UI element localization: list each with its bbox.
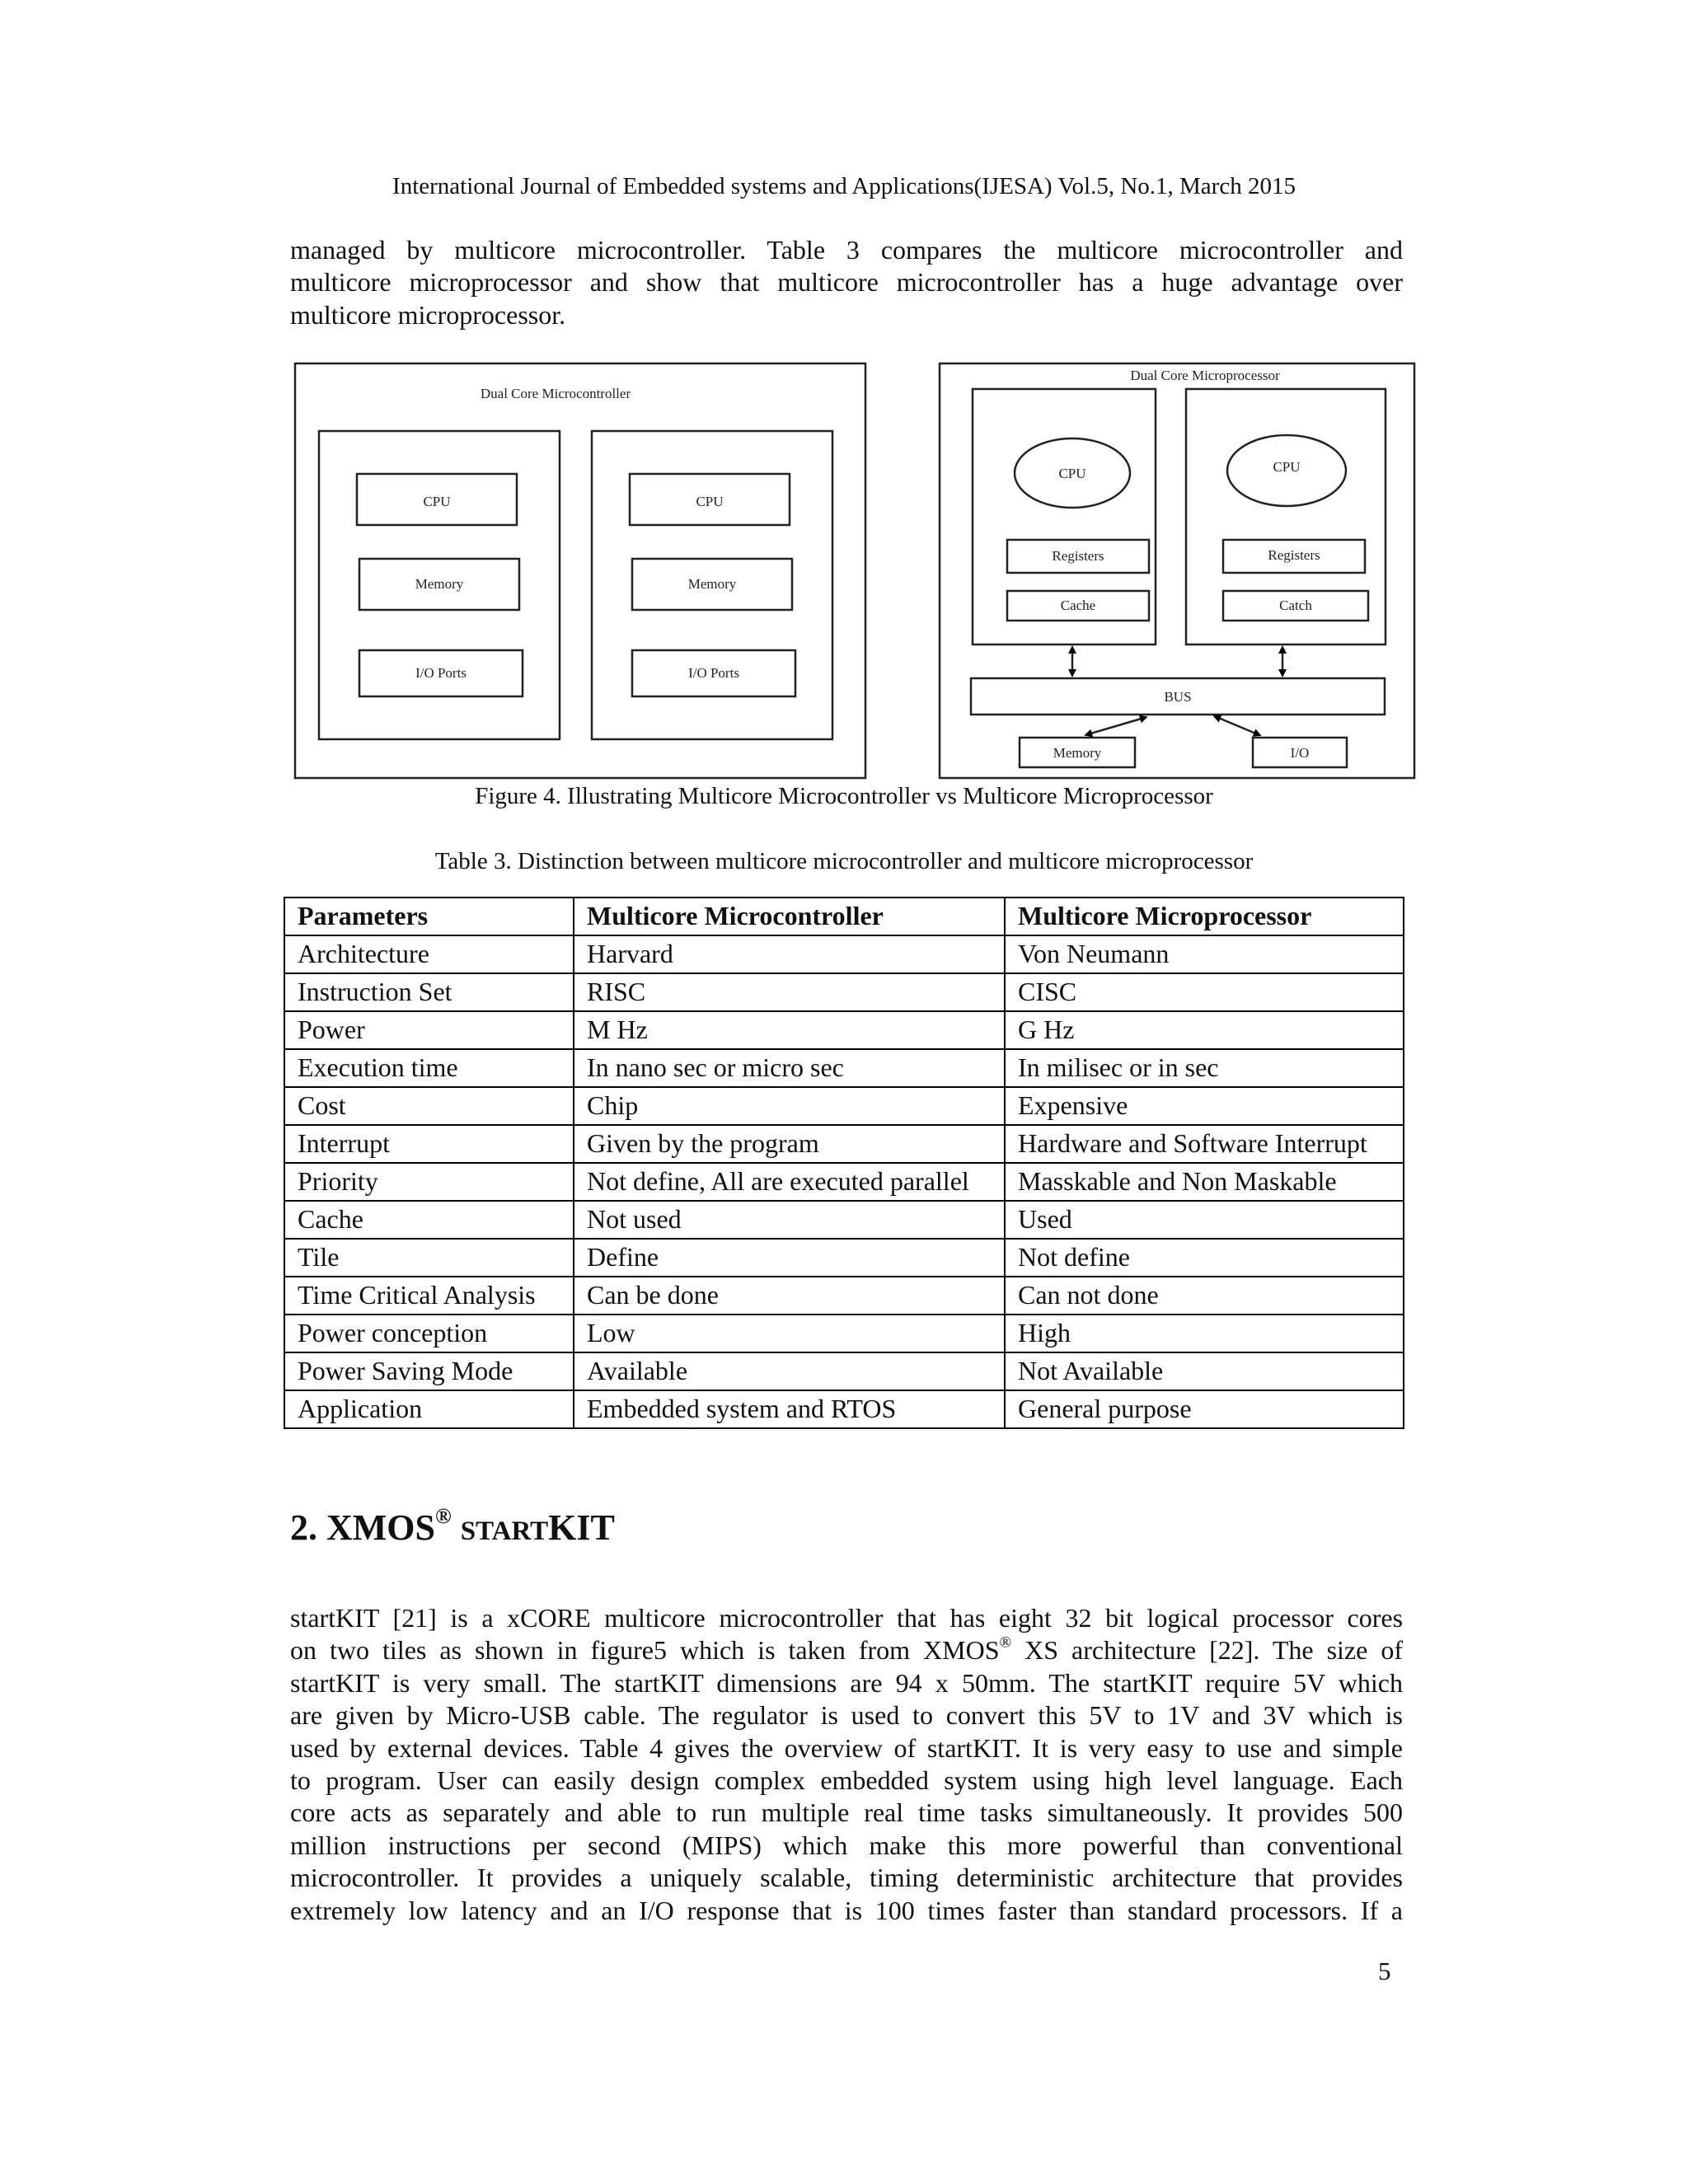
table-row — [284, 1239, 1404, 1277]
table-header-row — [284, 898, 1404, 935]
table-cell: Embedded system and RTOS — [574, 1390, 1005, 1428]
table-cell: Execution time — [284, 1049, 574, 1087]
table-cell: High — [1005, 1315, 1404, 1352]
table-cell: Application — [284, 1390, 574, 1428]
section-number: 2. — [290, 1507, 317, 1548]
body-line: startKIT [21] is a xCORE multicore microcontroller that has eight 32 bit logical processor cores — [290, 1603, 1403, 1633]
table-cell: Cache — [284, 1201, 574, 1239]
body-line: microcontroller. It provides a uniquely scalable, timing deterministic architecture that provides — [290, 1863, 1403, 1893]
bus-arrow — [1088, 718, 1144, 734]
diagram-label: I/O Ports — [415, 665, 467, 681]
table-row — [284, 1277, 1404, 1315]
table-cell: Chip — [574, 1087, 1005, 1125]
diagram-label: CPU — [696, 494, 724, 509]
body-line: used by external devices. Table 4 gives the overview of startKIT. It is very easy to use and simple — [290, 1732, 1403, 1763]
table-cell: RISC — [574, 973, 1005, 1011]
table-row — [284, 1087, 1404, 1125]
section-heading — [290, 1503, 615, 1549]
table-row — [284, 973, 1404, 1011]
table-cell: Available — [574, 1352, 1005, 1390]
diagram-label: Registers — [1052, 548, 1104, 564]
body-line: to program. User can easily design complex embedded system using high level language. Each — [290, 1765, 1403, 1796]
table-cell: Power conception — [284, 1315, 574, 1352]
table-cell: Cost — [284, 1087, 574, 1125]
table-cell: Not Available — [1005, 1352, 1404, 1390]
body-line: extremely low latency and an I/O response that is 100 times faster than standard processors. If a — [290, 1895, 1403, 1925]
section-brand: XMOS — [326, 1507, 435, 1548]
body-line: million instructions per second (MIPS) which make this more powerful than conventional — [290, 1830, 1403, 1860]
table-cell: Not define, All are executed parallel — [574, 1163, 1005, 1201]
table-cell: Low — [574, 1315, 1005, 1352]
table-caption: Table 3. Distinction between multicore microcontroller and multicore microprocessor — [434, 848, 1254, 874]
table-row — [284, 1125, 1404, 1163]
body-paragraph — [290, 1602, 1403, 1927]
table-cell: Hardware and Software Interrupt — [1005, 1125, 1404, 1163]
table-cell: In nano sec or micro sec — [574, 1049, 1005, 1087]
table-cell: Can not done — [1005, 1277, 1404, 1315]
diagram-label: I/O Ports — [688, 665, 739, 681]
table-cell: M Hz — [574, 1011, 1005, 1049]
diagram-title: Dual Core Microprocessor — [1130, 368, 1280, 383]
figure-caption: Figure 4. Illustrating Multicore Microcontroller vs Multicore Microprocessor — [475, 783, 1213, 809]
table-cell: Harvard — [574, 935, 1005, 973]
intro-line: managed by multicore microcontroller. Table 3 compares the multicore microcontroller and — [290, 235, 1403, 265]
diagram-label: CPU — [423, 494, 451, 509]
column-header: Multicore Microcontroller — [574, 898, 1005, 935]
table-row — [284, 1201, 1404, 1239]
diagram-label: Memory — [415, 576, 464, 592]
table-cell: Can be done — [574, 1277, 1005, 1315]
table-cell: Used — [1005, 1201, 1404, 1239]
table-cell: Define — [574, 1239, 1005, 1277]
column-header: Parameters — [284, 898, 574, 935]
column-header: Multicore Microprocessor — [1005, 898, 1404, 935]
diagram-title: Dual Core Microcontroller — [480, 386, 631, 401]
table-cell: CISC — [1005, 973, 1404, 1011]
microcontroller-frame — [295, 363, 865, 778]
intro-line: multicore microprocessor. — [290, 299, 566, 330]
table-cell: Tile — [284, 1239, 574, 1277]
diagram-label: Cache — [1060, 598, 1096, 613]
table-cell: Not used — [574, 1201, 1005, 1239]
table-cell: Architecture — [284, 935, 574, 973]
section-start: START — [460, 1516, 549, 1546]
table-cell: Given by the program — [574, 1125, 1005, 1163]
table-cell: Not define — [1005, 1239, 1404, 1277]
table-cell: Von Neumann — [1005, 935, 1404, 973]
table-cell: G Hz — [1005, 1011, 1404, 1049]
diagram-label: Memory — [1053, 745, 1102, 761]
table-row — [284, 1352, 1404, 1390]
body-line: startKIT is very small. The startKIT dimensions are 94 x 50mm. The startKIT require 5V which — [290, 1667, 1403, 1698]
microprocessor-frame — [940, 363, 1414, 778]
table-row — [284, 1163, 1404, 1201]
diagram-label: Registers — [1268, 547, 1320, 563]
table-cell: Power — [284, 1011, 574, 1049]
diagram-label: CPU — [1273, 459, 1301, 475]
diagram-label: Memory — [687, 576, 737, 592]
body-line — [290, 1634, 1403, 1666]
table-row — [284, 935, 1404, 973]
diagram-label: I/O — [1290, 745, 1310, 761]
body-line-part: XS architecture [22]. The size of — [1025, 1635, 1403, 1666]
table-cell: Interrupt — [284, 1125, 574, 1163]
table-cell: Expensive — [1005, 1087, 1404, 1125]
registered-mark: ® — [999, 1634, 1012, 1652]
table-row — [284, 1390, 1404, 1428]
running-header: International Journal of Embedded systems and Applications(IJESA) Vol.5, No.1, March 2015 — [392, 173, 1296, 199]
section-kit: KIT — [548, 1507, 615, 1548]
table-cell: Priority — [284, 1163, 574, 1201]
intro-line: multicore microprocessor and show that multicore microcontroller has a huge advantage over — [290, 267, 1403, 298]
table-row — [284, 1049, 1404, 1087]
page-number: 5 — [1378, 1957, 1391, 1985]
table-cell: Masskable and Non Maskable — [1005, 1163, 1404, 1201]
table-cell: Instruction Set — [284, 973, 574, 1011]
table-cell: General purpose — [1005, 1390, 1404, 1428]
diagram-label: CPU — [1058, 466, 1086, 481]
bus-arrow — [1217, 717, 1258, 734]
table-cell: In milisec or in sec — [1005, 1049, 1404, 1087]
comparison-table — [284, 897, 1404, 1429]
figure-4 — [0, 0, 1688, 795]
table-row — [284, 1315, 1404, 1352]
table-cell: Time Critical Analysis — [284, 1277, 574, 1315]
body-line: core acts as separately and able to run multiple real time tasks simultaneously. It provides 500 — [290, 1797, 1403, 1828]
diagram-label: BUS — [1164, 689, 1192, 705]
body-line-part: on two tiles as shown in figure5 which is taken from XMOS — [290, 1635, 1000, 1666]
table-cell: Power Saving Mode — [284, 1352, 574, 1390]
body-line: are given by Micro-USB cable. The regulator is used to convert this 5V to 1V and 3V which is — [290, 1700, 1403, 1731]
diagram-label: Catch — [1279, 598, 1312, 613]
table-row — [284, 1011, 1404, 1049]
registered-mark: ® — [435, 1503, 452, 1529]
